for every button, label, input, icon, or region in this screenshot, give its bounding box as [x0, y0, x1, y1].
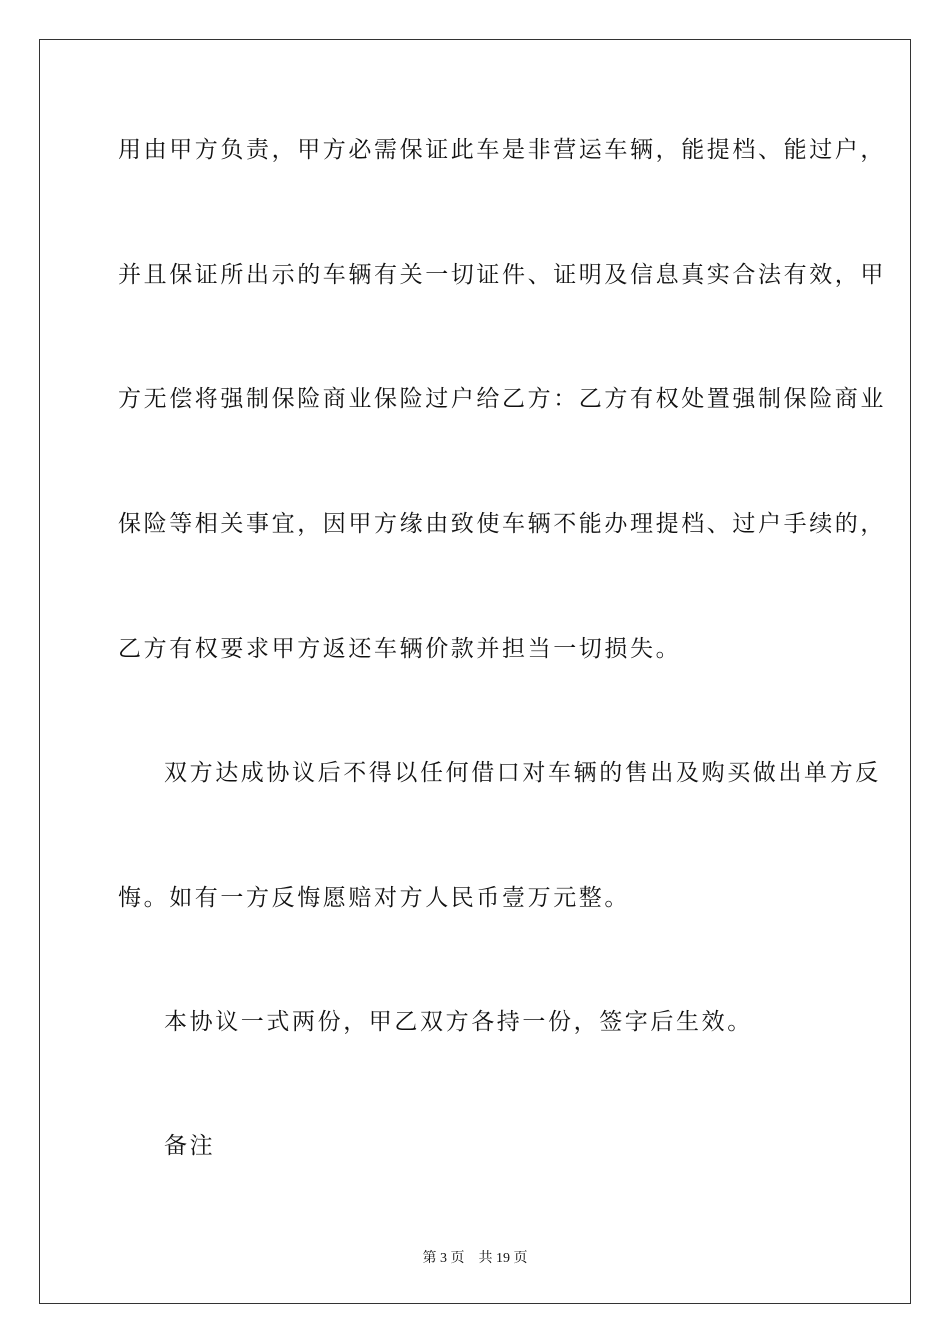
body-line-4: 保险等相关事宜，因甲方缘由致使车辆不能办理提档、过户手续的，	[118, 511, 886, 537]
body-line-2: 并且保证所出示的车辆有关一切证件、证明及信息真实合法有效，甲	[118, 262, 886, 288]
page-number: 第 3 页 共 19 页	[422, 1251, 528, 1266]
body-line-3: 方无偿将强制保险商业保险过户给乙方：乙方有权处置强制保险商业	[118, 386, 886, 412]
body-line-5: 乙方有权要求甲方返还车辆价款并担当一切损失。	[118, 636, 682, 662]
body-line-6: 双方达成协议后不得以任何借口对车辆的售出及购买做出单方反	[164, 760, 881, 786]
body-line-1: 用由甲方负责，甲方必需保证此车是非营运车辆，能提档、能过户，	[118, 137, 886, 163]
body-line-remarks: 备注	[164, 1133, 216, 1159]
body-line-7: 悔。如有一方反悔愿赔对方人民币壹万元整。	[118, 885, 630, 911]
page-frame	[39, 39, 911, 1304]
body-line-8: 本协议一式两份，甲乙双方各持一份，签字后生效。	[164, 1009, 753, 1035]
